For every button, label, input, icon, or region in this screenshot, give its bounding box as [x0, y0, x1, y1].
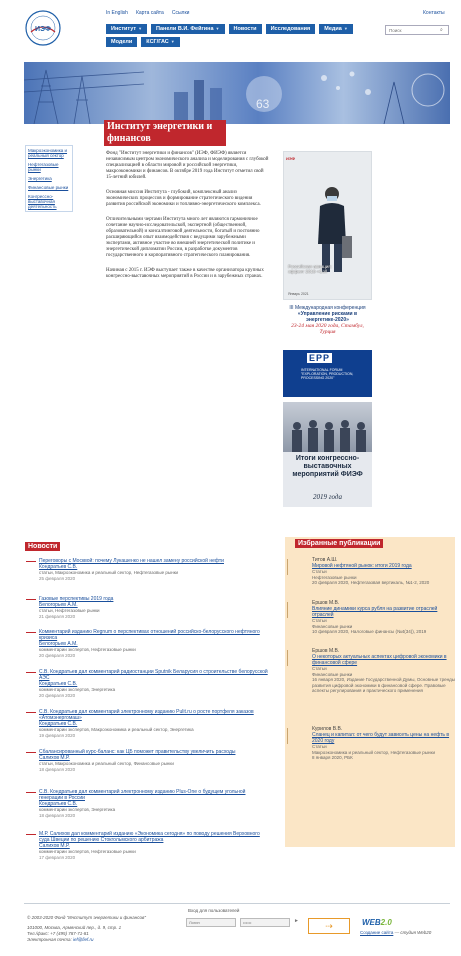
web20-caption: Создание сайта — студия Web20: [360, 930, 432, 935]
featured-publications: [285, 537, 455, 847]
intro-text: [106, 151, 269, 280]
featured-meta: Нефтегазовые рынки: [312, 574, 357, 580]
news-meta: комментарии экспертов, Нефтегазовые рынки: [39, 647, 136, 652]
news-date: 21 февраля 2020: [39, 613, 76, 619]
nav-news[interactable]: Новости: [229, 24, 262, 34]
featured-meta: 10 февраля 2020, Налоговые финансы (№4(34)), 2019: [312, 629, 427, 634]
news-item: [25, 789, 270, 831]
featured-meta: Статьи: [312, 744, 327, 749]
featured-item: [285, 726, 455, 778]
link-english[interactable]: In English: [106, 10, 128, 16]
news-author-link[interactable]: Кондратьев С.В.: [39, 564, 78, 570]
chevron-down-icon: ▼: [343, 26, 348, 31]
featured-heading: Избранные публикации: [295, 539, 383, 548]
news-date: 19 февраля 2020: [39, 732, 76, 738]
featured-author: Ершов М.В.: [312, 600, 340, 606]
news-meta: статьи, Нефтегазовые рынки: [39, 608, 100, 613]
featured-meta: Финансовые рынки: [312, 671, 353, 677]
featured-title-link[interactable]: О некоторых актуальных аспектах цифровой экономики в финансовой сфере: [312, 654, 447, 666]
news-title-link[interactable]: С.В. Кондратьев дал комментарий радиостанции Sputnik Беларусия о строительстве белорусской АЭС: [39, 669, 268, 681]
search-input[interactable]: [386, 28, 440, 33]
banner-collage-icon: [24, 62, 450, 124]
footer-email-label: Электронная почта:: [27, 937, 72, 942]
main-nav: [106, 24, 378, 47]
featured-title-link[interactable]: Влияние динамики курса рубля на развитие отраслей отраслей: [312, 606, 438, 618]
news-meta: статьи, Макроэкономика и реальный сектор, Финансовые рынки: [39, 761, 174, 766]
promo-footer: Январь 2021: [288, 292, 309, 296]
chevron-down-icon: ▼: [215, 26, 220, 31]
logo-emblem-icon: [25, 10, 61, 46]
link-links[interactable]: Ссылки: [171, 10, 190, 16]
news-date: 20 февраля 2020: [39, 692, 76, 698]
sidebar-item-finance[interactable]: Финансовые рынки: [28, 185, 69, 190]
news-author-link[interactable]: Кондратьев С.В.: [39, 801, 78, 807]
featured-title-link[interactable]: Сланец и капитал: от чего будут зависеть цены на нефть в 2020 году: [312, 732, 450, 744]
promo-conference[interactable]: [283, 305, 372, 335]
epp-text: INTERNATIONAL FORUM "EXPLORATION, PRODUCTION, PROCESSING 2020": [301, 368, 354, 380]
nav-media[interactable]: Медиа ▼: [319, 24, 353, 34]
news-date: 25 февраля 2020: [39, 575, 76, 581]
web20-logo[interactable]: WEB2.0: [362, 918, 392, 927]
footer-info: [27, 915, 187, 943]
featured-author: Титов А.Ш.: [312, 557, 338, 563]
featured-meta: Финансовые рынки: [312, 623, 353, 629]
news-item: [25, 629, 270, 669]
featured-divider: [287, 559, 309, 575]
search-icon[interactable]: ⌕: [440, 27, 443, 33]
news-title-link[interactable]: Газовые перспективы 2019 года: [39, 596, 114, 602]
news-heading: Новости: [25, 542, 60, 551]
news-title-link[interactable]: Комментарий изданию Regnum о перспективах отношений российско-белорусского нефтяного кризиса: [39, 629, 260, 641]
news-title-link[interactable]: Сбалансированный курс-баланс: как ЦБ поможет правительству увеличить расходы: [39, 749, 236, 755]
featured-item: [285, 648, 455, 726]
nav-feygin-panels[interactable]: Панели В.И. Фейгина ▼: [151, 24, 224, 34]
sidebar-item-oil-gas[interactable]: Нефтегазовые рынки: [28, 162, 59, 172]
conference-line1: III Международная конференция: [289, 305, 366, 311]
news-author-link[interactable]: Белогорьев А.М.: [39, 641, 78, 647]
promo-caption: Российская авиация: эффект 2019 «Coll: [288, 264, 333, 274]
news-title-link[interactable]: С.В. Кондратьев дал комментарий электронному изданию Pulit.ru о росте портфеля заказов «Атомэнергомаш»: [39, 709, 254, 721]
featured-author: Ершов М.В.: [312, 648, 340, 654]
footer-email-row: [27, 937, 187, 943]
link-sitemap[interactable]: Карта сайта: [135, 10, 164, 16]
news-meta: статьи, Макроэкономика и реальный сектор, Нефтегазовые рынки: [39, 570, 179, 575]
svg-text:63: 63: [256, 97, 270, 111]
audience-photo-icon: [283, 402, 372, 452]
nav-ksg-gas[interactable]: КСГ/ГАС ▼: [141, 37, 179, 47]
news-author-link[interactable]: Салихов М.Р.: [39, 843, 70, 849]
intro-paragraph: Отличительными чертами Института много лет являются гармоничное сочетание научно-исследовательской, экспертной (общественной, образовательной) и консалтинговой деятельности, богатый и постоянно расширяющийся опыт взаимодействия с ведущими зарубежными экспертами, активное участие во внешней энергетической политике и энергетической дипломатии России, в разработке документов государственного и корпоративного стратегического планирования.: [106, 217, 260, 258]
results-title: Итоги конгрессно-выставочных мероприятий ФИЭФ: [292, 455, 363, 478]
page-title: Институт энергетики и финансов: [104, 120, 226, 146]
featured-title-link[interactable]: Мировой нефтяной рынок: итоги 2019 года: [312, 563, 412, 569]
featured-divider: [287, 728, 309, 744]
traveler-illustration-icon: [312, 184, 352, 274]
news-item: [25, 831, 270, 871]
featured-divider: [287, 650, 309, 666]
event-photo: [283, 402, 372, 452]
promo-results-2019[interactable]: [283, 402, 372, 507]
featured-meta: 16 января 2020, Издание Государственной Думы, Основные тренды развития цифровой экономики в финансовой сфере. Правовые аспекты регулирования и практического применения: [312, 677, 455, 693]
nav-institute[interactable]: Институт ▼: [106, 24, 147, 34]
search-box: [385, 25, 449, 35]
conference-date: 23-24 мая 2020 года, Стамбул, Турция: [291, 323, 364, 335]
login-form: [186, 918, 299, 927]
news-item: [25, 596, 270, 629]
news-date: 20 февраля 2020: [39, 652, 76, 658]
footer-email-link[interactable]: ief@fief.ru: [72, 937, 94, 942]
chevron-down-icon: ▼: [170, 39, 175, 44]
promo-logo: ИЭФ: [286, 156, 296, 161]
epp-logo: EPP: [309, 353, 331, 363]
featured-list: [285, 557, 455, 778]
login-submit-icon[interactable]: ►: [294, 918, 299, 924]
news-meta: комментарии экспертов, Энергетика: [39, 687, 116, 692]
intro-paragraph: Фонд "Институт энергетики и финансов" (ИЭФ, ФИЭФ) является независимым центром экономического анализа и моделирования с глубокой специализацией в области мировой и российской энергетики, макроэкономики и финансов. В октябре 2019 года Институт отметил свой 15-летний юбилей.: [106, 151, 269, 180]
sidebar-item-congress[interactable]: Конгрессно-выставочная деятельность: [28, 194, 57, 209]
password-input[interactable]: [240, 918, 290, 927]
footer-divider: [24, 903, 450, 904]
news-author-link[interactable]: Кондратьев С.В.: [39, 681, 78, 687]
footer-phone: Тел./факс: +7 (495) 787-71-81: [27, 931, 89, 936]
news-item: [25, 749, 270, 789]
featured-item: [285, 557, 455, 600]
news-meta: комментарии экспертов, Энергетика: [39, 807, 116, 812]
logo-text: ИЭФ: [35, 26, 51, 33]
news-item: [25, 709, 270, 749]
featured-author: Курилов В.В.: [312, 726, 343, 732]
sidebar-menu: [25, 145, 73, 212]
featured-meta: Макроэкономика и реальный сектор, Нефтегазовые рынки: [312, 749, 435, 755]
nav-models[interactable]: Модели: [106, 37, 137, 47]
sidebar-item-macro[interactable]: Макроэкономика и реальный сектор: [28, 148, 68, 158]
news-title-link[interactable]: С.В. Кондратьев дал комментарий электронному изданию Plus-One о будущем угольной генерации в России: [39, 789, 246, 801]
footer-badge[interactable]: [308, 918, 350, 934]
featured-meta: Статьи: [312, 569, 327, 574]
news-list: [25, 558, 270, 871]
news-date: 18 февраля 2020: [39, 766, 76, 772]
chevron-down-icon: ▼: [138, 26, 143, 31]
featured-meta: 20 февраля 2020, Нефтегазовая вертикаль, №1-2, 2020: [312, 580, 430, 585]
news-meta: комментарии экспертов, Нефтегазовые рынки: [39, 849, 136, 854]
news-title-link[interactable]: М.Р. Салихов дал комментарий изданию «Экономика сегодня» по поводу решения Верховного суда Швеции по решению Стокгольмского арбитража: [39, 831, 260, 843]
top-links: [106, 10, 189, 16]
login-input[interactable]: [186, 918, 236, 927]
nav-research[interactable]: Исследования: [266, 24, 316, 34]
news-title-link[interactable]: Переговоры с Москвой: почему Лукашенко не нашел замену российской нефти: [39, 558, 224, 564]
link-contacts[interactable]: Контакты: [423, 10, 445, 16]
featured-meta: Статьи: [312, 666, 327, 671]
site-logo[interactable]: [25, 10, 61, 46]
news-item: [25, 669, 270, 709]
header-banner: [24, 62, 450, 124]
intro-paragraph: Основная миссия Института - глубокий, комплексный анализ экономических процессов и формирование стратегического видения развития российской экономики и топливно-энергетического комплекса.: [106, 190, 261, 207]
featured-divider: [287, 602, 309, 618]
arrow-right-icon: ⇢: [325, 920, 333, 931]
news-item: [25, 558, 270, 596]
results-year: 2019 года: [313, 493, 342, 501]
promo-aviation-report[interactable]: [283, 151, 372, 300]
news-author-link[interactable]: Салихов М.Р.: [39, 755, 70, 761]
footer-copyright: © 2003-2020 Фонд "Институт энергетики и финансов": [27, 915, 146, 920]
news-date: 18 февраля 2020: [39, 812, 76, 818]
news-date: 17 февраля 2020: [39, 854, 76, 860]
web20-link[interactable]: Создание сайта: [360, 930, 394, 935]
intro-paragraph: Начиная с 2015 г. ИЭФ выступает также в качестве организатора крупных конгрессно-выставочных мероприятий в России и в зарубежных странах.: [106, 268, 264, 279]
login-label: Вход для пользователей: [188, 908, 240, 913]
sidebar-item-energy[interactable]: Энергетика: [28, 176, 52, 181]
promo-epp-forum[interactable]: [283, 350, 372, 397]
news-meta: комментарии экспертов, Макроэкономика и реальный сектор, Энергетика: [39, 727, 194, 732]
footer-address: 101000, Москва, Армянский пер., д. 9, стр. 1: [27, 925, 122, 930]
conference-line2: «Управление рисками в энергетике-2020»: [297, 311, 358, 323]
featured-item: [285, 600, 455, 648]
news-author-link[interactable]: Белогорьев А.М.: [39, 602, 78, 608]
featured-meta: 8 января 2020, РБК: [312, 755, 353, 760]
news-author-link[interactable]: Кондратьев С.В.: [39, 721, 78, 727]
featured-meta: Статьи: [312, 618, 327, 623]
